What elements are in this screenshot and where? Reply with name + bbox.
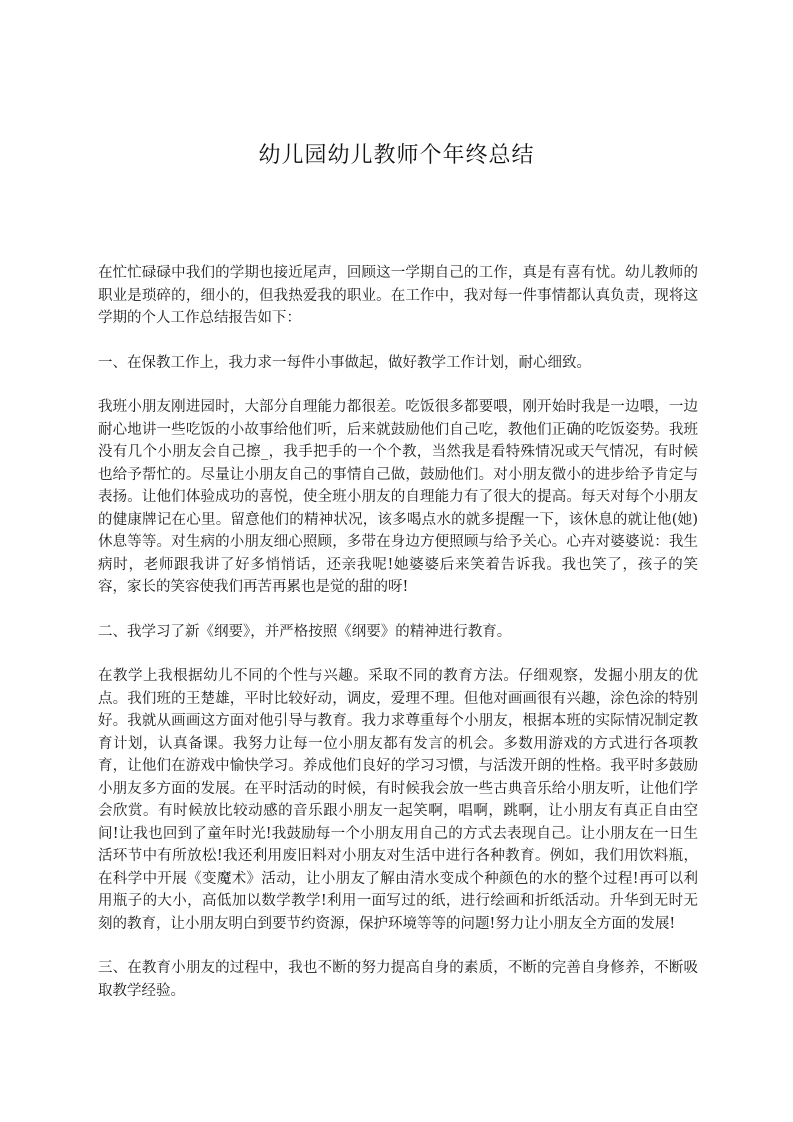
section-three-heading: 三、在教育小朋友的过程中，我也不断的努力提高自身的素质，不断的完善自身修养，不断吸取教学经验。 [98,960,698,999]
document-body [98,262,698,1024]
intro-paragraph: 在忙忙碌碌中我们的学期也接近尾声，回顾这一学期自己的工作，真是有喜有忧。幼儿教师的职业是琐碎的，细小的，但我热爱我的职业。在工作中，我对每一件事情都认真负责，现将这学期的个人工作总结报告如下： [98,265,698,326]
section-two-heading: 二、我学习了新《纲要》，并严格按照《纲要》的精神进行教育。 [98,623,512,640]
section-two-paragraph: 在教学上我根据幼儿不同的个性与兴趣。采取不同的教育方法。仔细观察，发掘小朋友的优点。我们班的王楚雄，平时比较好动，调皮，爱理不理。但他对画画很有兴趣，涂色涂的特别好。我就从画画这方面对他引导与教育。我力求尊重每个小朋友，根据本班的实际情况制定教育计划，认真备课。我努力让每一位小朋友都有发言的机会。多数用游戏的方式进行各项教育，让他们在游戏中愉快学习。养成他们良好的学习习惯，与活泼开朗的性格。我平时多鼓励小朋友多方面的发展。在平时活动的时候，有时候我会放一些古典音乐给小朋友听，让他们学会欣赏。有时候放比较动感的音乐跟小朋友一起笑啊，唱啊，跳啊，让小朋友有真正自由空间!让我也回到了童年时光!我鼓励每一个小朋友用自己的方式去表现自己。让小朋友在一日生活环节中有所放松!我还利用废旧料对小朋友对生活中进行各种教育。例如，我们用饮料瓶，在科学中开展《变魔术》活动，让小朋友了解由清水变成个种颜色的水的整个过程!再可以利用瓶子的大小，高低加以数学教学!利用一面写过的纸，进行绘画和折纸活动。升华到无时无刻的教育，让小朋友明白到要节约资源，保护环境等等的问题!努力让小朋友全方面的发展! [98,668,698,932]
section-one-heading: 一、在保教工作上，我力求一每件小事做起，做好教学工作计划，耐心细致。 [98,354,591,371]
section-one-paragraph: 我班小朋友刚进园时，大部分自理能力都很差。吃饭很多都要喂，刚开始时我是一边喂，一边耐心地讲一些吃饭的小故事给他们听，后来就鼓励他们自己吃，教他们正确的吃饭姿势。我班没有几个小朋友会自己擦_，我手把手的一个个教，当然我是看特殊情况或天气情况，有时候也给予帮忙的。尽量让小朋友自己的事情自己做，鼓励他们。对小朋友微小的进步给予肯定与表扬。让他们体验成功的喜悦，使全班小朋友的自理能力有了很大的提高。每天对每个小朋友的健康牌记在心里。留意他们的精神状况，该多喝点水的就多提醒一下，该休息的就让他(她)休息等等。对生病的小朋友细心照顾，多带在身边方便照顾与给予关心。心卉对婆婆说：我生病时，老师跟我讲了好多悄悄话，还亲我呢!她婆婆后来笑着告诉我。我也笑了，孩子的笑容，家长的笑容使我们再苦再累也是觉的甜的呀! [98,399,698,595]
document-title: 幼儿园幼儿教师个年终总结 [258,143,535,168]
